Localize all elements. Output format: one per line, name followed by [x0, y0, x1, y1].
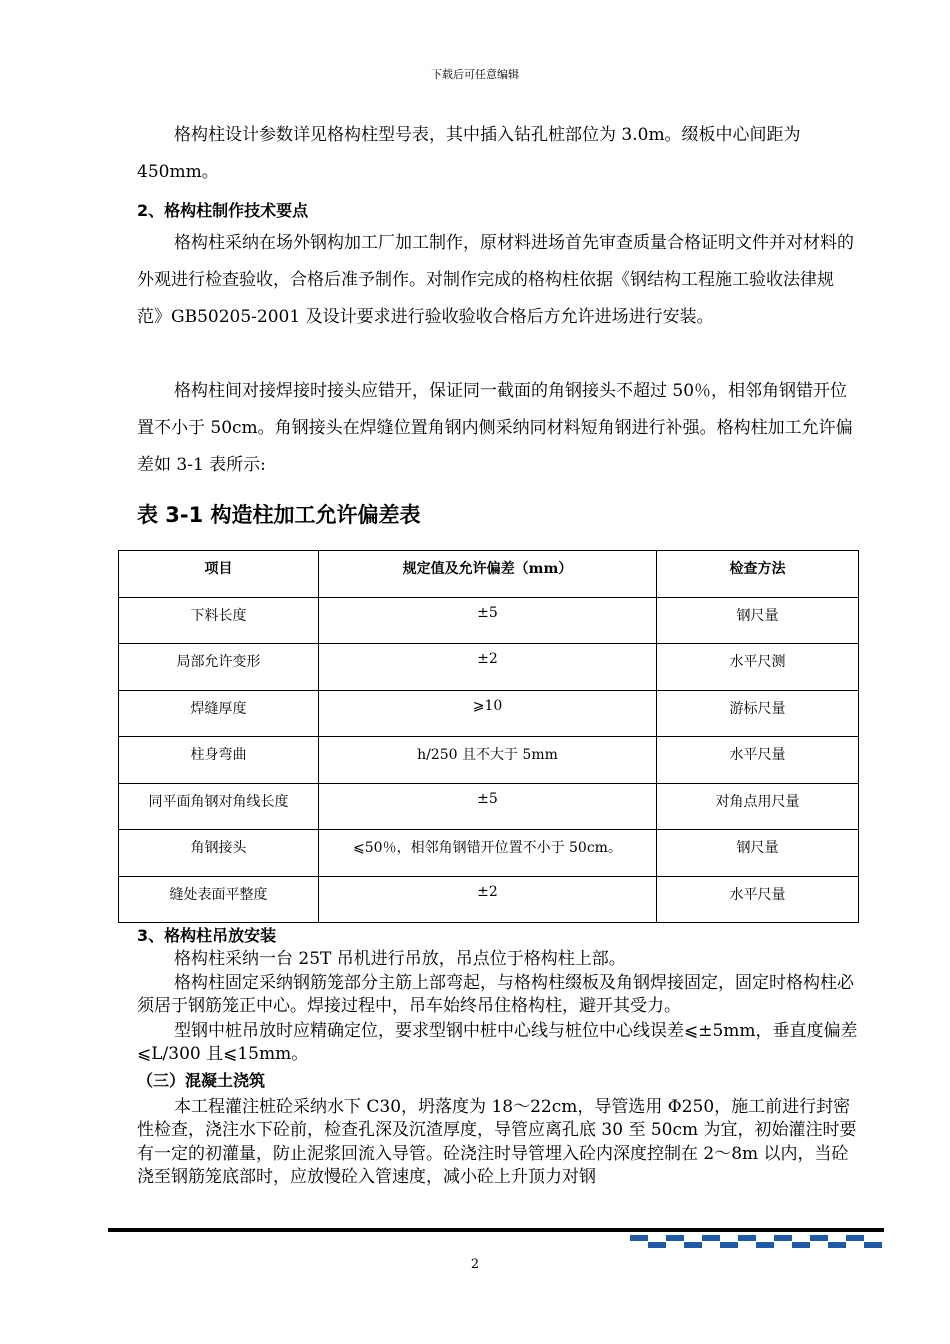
header-method: 检查方法: [657, 551, 859, 598]
paragraph-fixing: 格构柱固定采纳钢筋笼部分主筋上部弯起，与格构柱缀板及角钢焊接固定，固定时格构柱必须居于钢筋笼正中心。焊接过程中，吊车始终吊住格构柱，避开其受力。: [137, 973, 854, 1017]
cell-tolerance: ±5: [319, 783, 657, 830]
paragraph-crane: 格构柱采纳一台 25T 吊机进行吊放，吊点位于格构柱上部。: [174, 949, 626, 969]
cell-method: 水平尺量: [657, 737, 859, 784]
cell-item: 柱身弯曲: [119, 737, 319, 784]
page-number: 2: [470, 1257, 480, 1272]
cell-item: 下料长度: [119, 597, 319, 644]
page-header: 下载后可任意编辑: [431, 68, 519, 81]
cell-tolerance: h/250 且不大于 5mm: [319, 737, 657, 784]
cell-method: 钢尺量: [657, 830, 859, 877]
cell-method: 钢尺量: [657, 597, 859, 644]
table-row: [119, 737, 859, 784]
table-header-row: [119, 551, 859, 598]
footer-rule: [108, 1228, 884, 1232]
paragraph-design-params: 格构柱设计参数详见格构柱型号表，其中插入钻孔桩部位为 3.0m。缀板中心间距为 450mm。: [137, 125, 801, 182]
cell-tolerance: ⩾10: [319, 690, 657, 737]
cell-tolerance: ±2: [319, 644, 657, 691]
cell-method: 水平尺测: [657, 644, 859, 691]
cell-tolerance: ±5: [319, 597, 657, 644]
cell-method: 对角点用尺量: [657, 783, 859, 830]
paragraph-joints: 格构柱间对接焊接时接头应错开，保证同一截面的角钢接头不超过 50％，相邻角钢错开位置不小于 50cm。角钢接头在焊缝位置角钢内侧采纳同材料短角钢进行补强。格构柱加工允许偏差如 3-1 表所示:: [137, 381, 853, 475]
cell-item: 焊缝厚度: [119, 690, 319, 737]
paragraph-concrete: 本工程灌注桩砼采纳水下 C30，坍落度为 18～22cm，导管选用 Φ250，施工前进行封密性检查，浇注水下砼前，检查孔深及沉渣厚度，导管应离孔底 30 至 50cm 为宜，初始灌注时要有一定的初灌量，防止泥浆回流入导管。砼浇注时导管埋入砼内深度控制在 2～8m 以内，当砼浇至钢筋笼底部时，应放慢砼入管速度，减小砼上升顶力对钢: [137, 1097, 857, 1188]
table-title: 表 3-1 构造柱加工允许偏差表: [137, 503, 421, 527]
table-row: [119, 876, 859, 923]
cell-tolerance: ⩽50％，相邻角钢错开位置不小于 50cm。: [319, 830, 657, 877]
cell-item: 局部允许变形: [119, 644, 319, 691]
heading-hoisting: 3、格构柱吊放安装: [137, 926, 277, 945]
paragraph-fabrication: 格构柱采纳在场外钢构加工厂加工制作，原材料进场首先审查质量合格证明文件并对材料的外观进行检查验收，合格后准予制作。对制作完成的格构柱依据《钢结构工程施工验收法律规范》GB50205-2001 及设计要求进行验收验收合格后方允许进场进行安装。: [137, 233, 854, 327]
header-tolerance: 规定值及允许偏差（mm）: [319, 551, 657, 598]
paragraph-positioning: 型钢中桩吊放时应精确定位，要求型钢中桩中心线与桩位中心线误差⩽±5mm，垂直度偏差⩽L/300 且⩽15mm。: [137, 1021, 858, 1065]
cell-method: 游标尺量: [657, 690, 859, 737]
header-item: 项目: [119, 551, 319, 598]
cell-item: 缝处表面平整度: [119, 876, 319, 923]
table-row: [119, 783, 859, 830]
cell-tolerance: ±2: [319, 876, 657, 923]
heading-concrete: （三）混凝土浇筑: [137, 1071, 266, 1090]
heading-fabrication-points: 2、格构柱制作技术要点: [137, 201, 309, 220]
footer-pattern: [630, 1235, 884, 1251]
table-row: [119, 830, 859, 877]
table-row: [119, 690, 859, 737]
cell-item: 同平面角钢对角线长度: [119, 783, 319, 830]
table-row: [119, 597, 859, 644]
cell-item: 角钢接头: [119, 830, 319, 877]
cell-method: 水平尺量: [657, 876, 859, 923]
tolerance-table: [118, 550, 859, 923]
table-row: [119, 644, 859, 691]
